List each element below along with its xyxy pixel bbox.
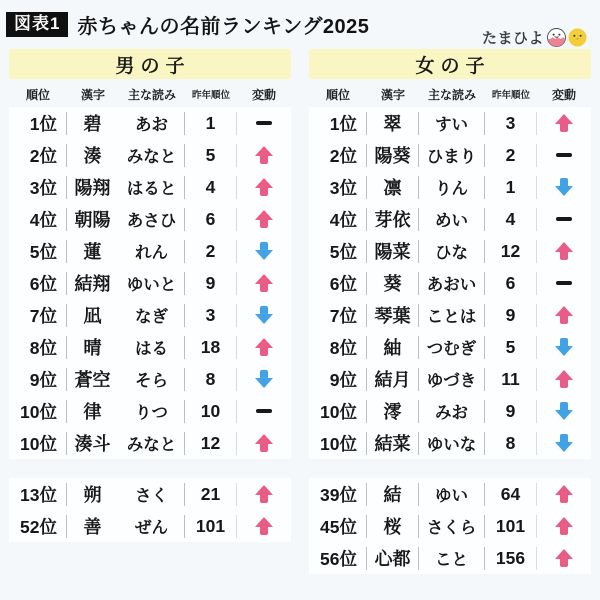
- change-cell: [237, 432, 291, 455]
- last-year-cell: 1: [485, 176, 537, 199]
- boys-table-title: 男の子: [9, 49, 291, 79]
- change-cell: [237, 272, 291, 295]
- table-row: [309, 139, 591, 171]
- table-row: [309, 395, 591, 427]
- kanji-cell: 蓮: [83, 242, 102, 262]
- no-change-icon: [556, 217, 572, 221]
- table-row: [309, 235, 591, 267]
- last-year-cell: 2: [485, 144, 537, 167]
- down-arrow-icon: [555, 402, 573, 420]
- col-header-kanji: 漢字: [380, 87, 405, 102]
- last-year-cell: 9: [185, 272, 237, 295]
- change-cell: [537, 304, 591, 327]
- down-arrow-icon: [255, 370, 273, 388]
- reading-cell: ゆいな: [419, 432, 485, 455]
- reading-cell: りつ: [119, 400, 185, 423]
- last-year-cell: 4: [485, 208, 537, 231]
- reading-cell: あさひ: [119, 208, 185, 231]
- reading-cell: ゆいと: [119, 272, 185, 295]
- no-change-icon: [256, 121, 272, 125]
- up-arrow-icon: [255, 485, 273, 503]
- girls-table: [309, 49, 591, 574]
- change-cell: [237, 176, 291, 199]
- reading-cell: あおい: [419, 272, 485, 295]
- kanji-cell: 律: [83, 402, 102, 422]
- change-cell: [537, 432, 591, 455]
- rank-cell: 1位: [9, 112, 67, 135]
- table-row: [309, 299, 591, 331]
- down-arrow-icon: [555, 338, 573, 356]
- kanji-cell: 凪: [83, 306, 102, 326]
- rank-cell: 7位: [309, 304, 367, 327]
- table-row: [309, 427, 591, 459]
- reading-cell: はる: [119, 336, 185, 359]
- up-arrow-icon: [555, 306, 573, 324]
- kanji-cell: 陽葵: [367, 144, 419, 167]
- up-arrow-icon: [255, 210, 273, 228]
- kanji-cell: 善: [83, 517, 102, 537]
- last-year-cell: 4: [185, 176, 237, 199]
- reading-cell: こと: [419, 547, 485, 570]
- rank-cell: 39位: [309, 483, 367, 506]
- kanji-cell: 湊: [83, 146, 102, 166]
- table-row: [9, 331, 291, 363]
- up-arrow-icon: [255, 274, 273, 292]
- table-row: [309, 363, 591, 395]
- reading-cell: なぎ: [119, 304, 185, 327]
- rank-cell: 6位: [309, 272, 367, 295]
- kanji-cell: 蒼空: [74, 370, 111, 390]
- down-arrow-icon: [255, 242, 273, 260]
- no-change-icon: [256, 409, 272, 413]
- hiyo-chick-icon: [569, 29, 587, 47]
- reading-cell: めい: [419, 208, 485, 231]
- up-arrow-icon: [255, 338, 273, 356]
- change-cell: [237, 144, 291, 167]
- reading-cell: みなと: [119, 144, 185, 167]
- last-year-cell: 2: [185, 240, 237, 263]
- kanji-cell: 葵: [367, 272, 419, 295]
- main-rows: [309, 107, 591, 459]
- table-row: [9, 171, 291, 203]
- reading-cell: さく: [119, 483, 185, 506]
- last-year-cell: 3: [185, 304, 237, 327]
- rank-cell: 7位: [9, 304, 67, 327]
- reading-cell: ゆづき: [419, 368, 485, 391]
- girls-table-title: 女の子: [309, 49, 591, 79]
- rank-cell: 10位: [309, 432, 367, 455]
- extra-rows: [9, 478, 291, 542]
- up-arrow-icon: [555, 549, 573, 567]
- kanji-cell: 朝陽: [74, 210, 111, 230]
- rank-cell: 1位: [309, 112, 367, 135]
- table-row: [309, 331, 591, 363]
- kanji-cell: 結: [367, 483, 419, 506]
- last-year-cell: 5: [485, 336, 537, 359]
- table-row: [9, 395, 291, 427]
- last-year-cell: 101: [485, 515, 537, 538]
- table-row: [309, 510, 591, 542]
- col-header-kanji: 漢字: [80, 87, 105, 102]
- rank-cell: 6位: [9, 272, 67, 295]
- table-row: [9, 510, 291, 542]
- last-year-cell: 156: [485, 547, 537, 570]
- kanji-cell: 結菜: [367, 432, 419, 455]
- change-cell: [537, 208, 591, 231]
- boys-table: [9, 49, 291, 574]
- reading-cell: つむぎ: [419, 336, 485, 359]
- change-cell: [537, 483, 591, 506]
- last-year-cell: 9: [485, 400, 537, 423]
- up-arrow-icon: [255, 146, 273, 164]
- kanji-cell: 湊斗: [74, 434, 111, 454]
- tables-wrap: [0, 43, 600, 574]
- last-year-cell: 101: [185, 515, 237, 538]
- rank-cell: 3位: [9, 176, 67, 199]
- kanji-cell: 桜: [367, 515, 419, 538]
- last-year-cell: 12: [485, 240, 537, 263]
- col-header-change: 変動: [551, 87, 576, 102]
- kanji-cell: 結月: [367, 368, 419, 391]
- main-rows: [9, 107, 291, 459]
- table-row: [9, 478, 291, 510]
- kanji-cell: 琴葉: [367, 304, 419, 327]
- change-cell: [237, 112, 291, 135]
- table-row: [309, 542, 591, 574]
- table-row: [309, 478, 591, 510]
- tamahiyo-logo: [482, 27, 588, 48]
- col-header-rank: 順位: [325, 87, 350, 102]
- reading-cell: ぜん: [119, 515, 185, 538]
- girls-column-headers: [309, 81, 591, 107]
- last-year-cell: 9: [485, 304, 537, 327]
- kanji-cell: 心都: [367, 547, 419, 570]
- reading-cell: みなと: [119, 432, 185, 455]
- table-row: [309, 267, 591, 299]
- change-cell: [237, 208, 291, 231]
- up-arrow-icon: [555, 517, 573, 535]
- rank-cell: 9位: [9, 368, 67, 391]
- last-year-cell: 6: [185, 208, 237, 231]
- last-year-cell: 64: [485, 483, 537, 506]
- change-cell: [237, 483, 291, 506]
- rank-cell: 5位: [9, 240, 67, 263]
- no-change-icon: [556, 281, 572, 285]
- reading-cell: みお: [419, 400, 485, 423]
- rank-cell: 10位: [9, 432, 67, 455]
- last-year-cell: 5: [185, 144, 237, 167]
- up-arrow-icon: [555, 485, 573, 503]
- reading-cell: すい: [419, 112, 485, 135]
- change-cell: [237, 336, 291, 359]
- tamahiyo-logo-text: たまひよ: [481, 30, 544, 47]
- reading-cell: はると: [119, 176, 185, 199]
- last-year-cell: 12: [185, 432, 237, 455]
- kanji-cell: 晴: [83, 338, 102, 358]
- kanji-cell: 陽菜: [367, 240, 419, 263]
- rank-cell: 52位: [9, 515, 67, 538]
- change-cell: [537, 176, 591, 199]
- last-year-cell: 8: [185, 368, 237, 391]
- change-cell: [537, 272, 591, 295]
- change-cell: [237, 400, 291, 423]
- rank-cell: 56位: [309, 547, 367, 570]
- tama-egg-icon: [548, 29, 566, 47]
- reading-cell: さくら: [419, 515, 485, 538]
- kanji-cell: 翠: [367, 112, 419, 135]
- down-arrow-icon: [555, 178, 573, 196]
- boys-column-headers: [9, 81, 291, 107]
- table-row: [9, 107, 291, 139]
- last-year-cell: 3: [485, 112, 537, 135]
- change-cell: [537, 400, 591, 423]
- down-arrow-icon: [555, 434, 573, 452]
- rank-cell: 8位: [309, 336, 367, 359]
- last-year-cell: 21: [185, 483, 237, 506]
- change-cell: [537, 336, 591, 359]
- table-row: [309, 203, 591, 235]
- last-year-cell: 1: [185, 112, 237, 135]
- reading-cell: あお: [119, 112, 185, 135]
- kanji-cell: 結翔: [74, 274, 111, 294]
- rank-cell: 2位: [9, 144, 67, 167]
- up-arrow-icon: [255, 434, 273, 452]
- up-arrow-icon: [555, 114, 573, 132]
- table-row: [9, 299, 291, 331]
- table-row: [9, 267, 291, 299]
- rank-cell: 3位: [309, 176, 367, 199]
- rank-cell: 45位: [309, 515, 367, 538]
- reading-cell: りん: [419, 176, 485, 199]
- col-header-reading: 主な読み: [427, 87, 476, 102]
- change-cell: [537, 547, 591, 570]
- table-row: [309, 107, 591, 139]
- reading-cell: ゆい: [419, 483, 485, 506]
- last-year-cell: 11: [485, 368, 537, 391]
- change-cell: [537, 112, 591, 135]
- change-cell: [237, 240, 291, 263]
- table-row: [9, 235, 291, 267]
- kanji-cell: 朔: [83, 485, 102, 505]
- up-arrow-icon: [255, 178, 273, 196]
- last-year-cell: 10: [185, 400, 237, 423]
- col-header-reading: 主な読み: [127, 87, 176, 102]
- tamahiyo-mascots-icon: [546, 27, 588, 48]
- rank-cell: 13位: [9, 483, 67, 506]
- table-row: [309, 171, 591, 203]
- table-row: [9, 427, 291, 459]
- rank-cell: 9位: [309, 368, 367, 391]
- col-header-change: 変動: [251, 87, 276, 102]
- table-row: [9, 139, 291, 171]
- rank-cell: 2位: [309, 144, 367, 167]
- change-cell: [237, 368, 291, 391]
- rank-cell: 4位: [309, 208, 367, 231]
- extra-rows: [309, 478, 591, 574]
- last-year-cell: 18: [185, 336, 237, 359]
- up-arrow-icon: [555, 370, 573, 388]
- table-row: [9, 363, 291, 395]
- kanji-cell: 碧: [83, 114, 102, 134]
- reading-cell: ひまり: [419, 144, 485, 167]
- rank-cell: 8位: [9, 336, 67, 359]
- table-row: [9, 203, 291, 235]
- reading-cell: れん: [119, 240, 185, 263]
- kanji-cell: 陽翔: [74, 178, 111, 198]
- change-cell: [537, 368, 591, 391]
- col-header-last-year: 昨年順位: [191, 90, 230, 101]
- down-arrow-icon: [255, 306, 273, 324]
- change-cell: [537, 515, 591, 538]
- reading-cell: そら: [119, 368, 185, 391]
- rank-cell: 10位: [9, 400, 67, 423]
- change-cell: [237, 304, 291, 327]
- change-cell: [537, 240, 591, 263]
- no-change-icon: [556, 153, 572, 157]
- col-header-last-year: 昨年順位: [491, 90, 530, 101]
- kanji-cell: 凛: [367, 176, 419, 199]
- rank-cell: 5位: [309, 240, 367, 263]
- change-cell: [237, 515, 291, 538]
- page-title: 赤ちゃんの名前ランキング2025: [77, 16, 370, 38]
- kanji-cell: 澪: [367, 400, 419, 423]
- reading-cell: ひな: [419, 240, 485, 263]
- change-cell: [537, 144, 591, 167]
- up-arrow-icon: [255, 517, 273, 535]
- last-year-cell: 8: [485, 432, 537, 455]
- figure-label: 図表1: [6, 12, 68, 38]
- rank-cell: 4位: [9, 208, 67, 231]
- kanji-cell: 紬: [367, 336, 419, 359]
- col-header-rank: 順位: [25, 87, 50, 102]
- last-year-cell: 6: [485, 272, 537, 295]
- up-arrow-icon: [555, 242, 573, 260]
- kanji-cell: 芽依: [367, 208, 419, 231]
- rank-cell: 10位: [309, 400, 367, 423]
- reading-cell: ことは: [419, 304, 485, 327]
